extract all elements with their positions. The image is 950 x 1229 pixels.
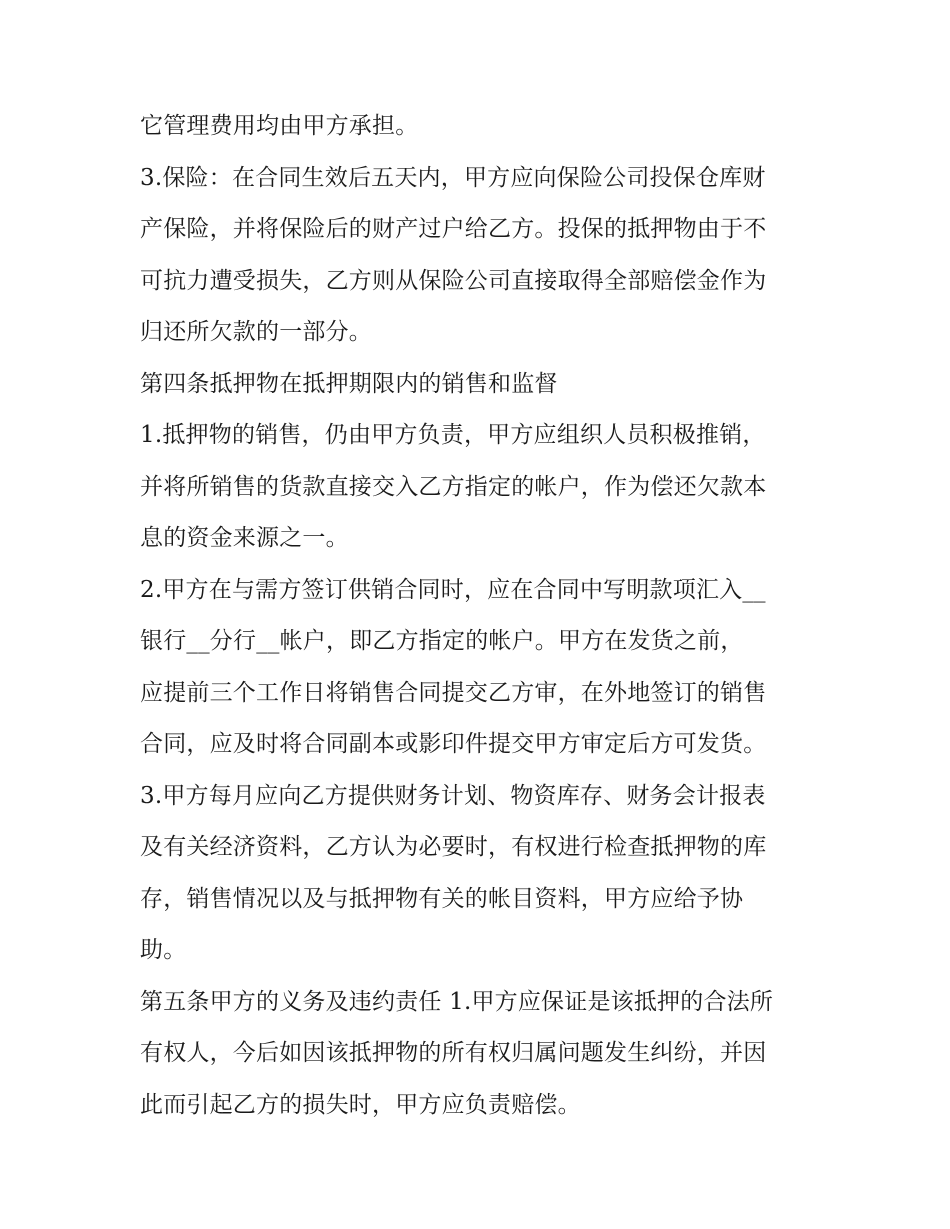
text-line: 有权人，今后如因该抵押物的所有权归属问题发生纠纷，并因 [140, 1040, 767, 1066]
text-line: 3.甲方每月应向乙方提供财务计划、物资库存、财务会计报表 [140, 782, 766, 809]
text-line: 产保险，并将保险后的财产过户给乙方。投保的抵押物由于不 [140, 216, 767, 242]
text-line: 1.抵押物的销售，仍由甲方负责，甲方应组织人员积极推销， [140, 422, 766, 448]
text-line: 及有关经济资料，乙方认为必要时，有权进行检查抵押物的库 [140, 834, 767, 860]
text-line: 3.保险：在合同生效后五天内，甲方应向保险公司投保仓库财 [140, 164, 766, 191]
text-line: 息的资金来源之一。 [140, 525, 349, 551]
text-line: 合同，应及时将合同副本或影印件提交甲方审定后方可发货。 [140, 731, 767, 757]
text-line: 存，销售情况以及与抵押物有关的帐目资料，甲方应给予协 [140, 885, 744, 912]
text-line: 它管理费用均由甲方承担。 [140, 113, 419, 139]
text-line: 助。 [140, 937, 187, 963]
document-body [140, 101, 820, 1131]
text-line: 应提前三个工作日将销售合同提交乙方审，在外地签订的销售 [140, 679, 767, 706]
text-line: 银行__分行__帐户，即乙方指定的帐户。甲方在发货之前， [140, 628, 744, 654]
text-line: 可抗力遭受损失，乙方则从保险公司直接取得全部赔偿金作为 [140, 267, 767, 294]
text-line: 归还所欠款的一部分。 [140, 319, 372, 345]
text-line: 2.甲方在与需方签订供销合同时，应在合同中写明款项汇入__ [140, 576, 766, 603]
section-heading: 第五条甲方的义务及违约责任 1.甲方应保证是该抵押的合法所 [140, 988, 774, 1015]
text-line: 此而引起乙方的损失时，甲方应负责赔偿。 [140, 1091, 581, 1118]
section-heading: 第四条抵押物在抵押期限内的销售和监督 [140, 370, 558, 397]
text-line: 并将所销售的货款直接交入乙方指定的帐户，作为偿还欠款本 [140, 473, 767, 500]
